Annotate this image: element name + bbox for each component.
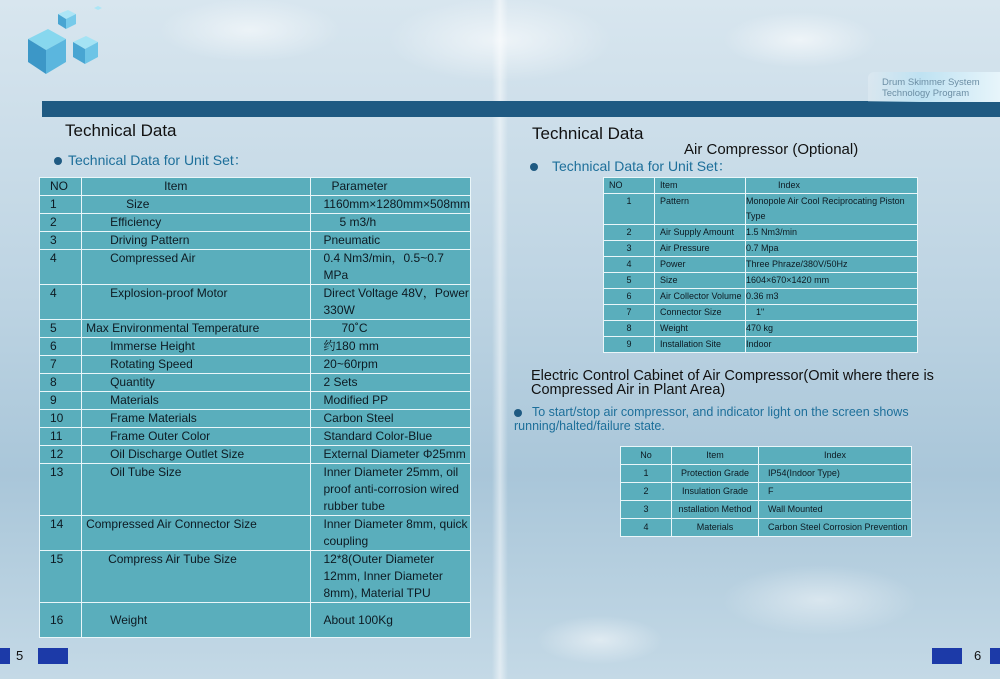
row-no-cell: 2: [621, 483, 672, 501]
row-parameter-cell: About 100Kg: [311, 603, 471, 638]
table-row: [40, 516, 471, 551]
row-item-cell: Materials: [672, 519, 759, 537]
table-row: [40, 603, 471, 638]
table-row: [621, 501, 912, 519]
table-row: [40, 338, 471, 356]
row-parameter-cell: Direct Voltage 48V，Power 330W: [311, 285, 471, 320]
row-item-cell: Efficiency: [82, 214, 311, 232]
row-item-cell: Connector Size: [655, 305, 746, 321]
table-row: [40, 464, 471, 516]
row-item-cell: Compress Air Tube Size: [82, 551, 311, 603]
row-parameter-cell: 2 Sets: [311, 374, 471, 392]
air-compressor-heading: Air Compressor (Optional): [684, 141, 859, 158]
row-item-cell: Weight: [82, 603, 311, 638]
row-item-cell: Pattern: [655, 194, 746, 225]
row-no-cell: 12: [40, 446, 82, 464]
row-parameter-cell: 5 m3/h: [311, 214, 471, 232]
cabinet-title: Electric Control Cabinet of Air Compressor(Omit where there is Compressed Air in Plant Area): [531, 368, 934, 398]
table-row: [604, 289, 918, 305]
page-bar: [932, 648, 962, 664]
row-index-cell: Monopole Air Cool Reciprocating Piston Type: [746, 194, 918, 225]
header-parameter: Parameter: [311, 178, 471, 196]
table-row: [40, 356, 471, 374]
table-row: [40, 446, 471, 464]
compressor-spec-table: [603, 177, 918, 353]
brand-tab: [868, 72, 1000, 102]
page-number-left: [0, 648, 68, 664]
header-bar: [42, 101, 1000, 117]
row-parameter-cell: Standard Color-Blue: [311, 428, 471, 446]
row-no-cell: 13: [40, 464, 82, 516]
row-item-cell: Weight: [655, 321, 746, 337]
row-item-cell: Max Environmental Temperature: [82, 320, 311, 338]
row-item-cell: Oil Tube Size: [82, 464, 311, 516]
row-no-cell: 8: [40, 374, 82, 392]
row-no-cell: 6: [604, 289, 655, 305]
table-row: [40, 250, 471, 285]
header-item: Item: [82, 178, 311, 196]
row-item-cell: Oil Discharge Outlet Size: [82, 446, 311, 464]
page-bar: [38, 648, 68, 664]
table-header-row: [40, 178, 471, 196]
table-row: [604, 194, 918, 225]
row-no-cell: 1: [621, 465, 672, 483]
row-index-cell: Wall Mounted: [759, 501, 912, 519]
crystal-cubes-logo: [18, 4, 108, 79]
row-index-cell: Three Phraze/380V/50Hz: [746, 257, 918, 273]
table-row: [604, 337, 918, 353]
page-number-right: [932, 648, 1000, 664]
row-no-cell: 6: [40, 338, 82, 356]
row-item-cell: Protection Grade: [672, 465, 759, 483]
row-no-cell: 2: [40, 214, 82, 232]
row-no-cell: 14: [40, 516, 82, 551]
row-no-cell: 4: [40, 285, 82, 320]
row-item-cell: Compressed Air: [82, 250, 311, 285]
row-parameter-cell: Carbon Steel: [311, 410, 471, 428]
row-item-cell: Compressed Air Connector Size: [82, 516, 311, 551]
row-index-cell: Carbon Steel Corrosion Prevention: [759, 519, 912, 537]
row-no-cell: 7: [40, 356, 82, 374]
table-row: [604, 321, 918, 337]
right-page-title: Technical Data: [532, 124, 644, 143]
table-row: [40, 214, 471, 232]
table-header-row: [621, 447, 912, 465]
row-parameter-cell: 12*8(Outer Diameter 12mm, Inner Diameter 8mm), Material TPU: [311, 551, 471, 603]
row-item-cell: Power: [655, 257, 746, 273]
row-no-cell: 10: [40, 410, 82, 428]
table-row: [604, 241, 918, 257]
row-index-cell: 1": [746, 305, 918, 321]
table-row: [621, 519, 912, 537]
cabinet-note: [514, 405, 954, 433]
row-item-cell: Size: [655, 273, 746, 289]
row-item-cell: Size: [82, 196, 311, 214]
left-page-subtitle: [54, 150, 248, 170]
row-no-cell: 9: [604, 337, 655, 353]
table-row: [621, 465, 912, 483]
row-no-cell: 4: [604, 257, 655, 273]
row-item-cell: Driving Pattern: [82, 232, 311, 250]
header-no: No: [621, 447, 672, 465]
page-bar-small: [990, 648, 1000, 664]
header-item: Item: [672, 447, 759, 465]
left-page-title: Technical Data: [65, 121, 177, 140]
row-no-cell: 15: [40, 551, 82, 603]
row-no-cell: 9: [40, 392, 82, 410]
row-item-cell: Frame Outer Color: [82, 428, 311, 446]
row-item-cell: Air Supply Amount: [655, 225, 746, 241]
row-index-cell: 0.36 m3: [746, 289, 918, 305]
row-item-cell: Immerse Height: [82, 338, 311, 356]
brand-line-1: Drum Skimmer System: [882, 77, 980, 88]
table-row: [604, 225, 918, 241]
table-row: [40, 285, 471, 320]
row-index-cell: 1604×670×1420 mm: [746, 273, 918, 289]
row-no-cell: 3: [604, 241, 655, 257]
table-row: [40, 551, 471, 603]
right-subtitle-text: Technical Data for Unit Set：: [552, 158, 732, 174]
row-index-cell: 470 kg: [746, 321, 918, 337]
left-subtitle-text: Technical Data for Unit Set：: [68, 152, 248, 168]
row-index-cell: F: [759, 483, 912, 501]
row-parameter-cell: 20~60rpm: [311, 356, 471, 374]
page-bar-small: [0, 648, 10, 664]
row-no-cell: 4: [40, 250, 82, 285]
cabinet-note-text: To start/stop air compressor, and indicator light on the screen shows running/halted/failure state.: [514, 405, 909, 433]
row-no-cell: 11: [40, 428, 82, 446]
row-parameter-cell: 70˚C: [311, 320, 471, 338]
row-no-cell: 5: [604, 273, 655, 289]
bullet-icon: [54, 157, 62, 165]
table-row: [40, 428, 471, 446]
row-no-cell: 16: [40, 603, 82, 638]
table-row: [621, 483, 912, 501]
row-index-cell: Indoor: [746, 337, 918, 353]
row-index-cell: IP54(Indoor Type): [759, 465, 912, 483]
bullet-icon: [530, 163, 538, 171]
row-no-cell: 5: [40, 320, 82, 338]
row-item-cell: Air Pressure: [655, 241, 746, 257]
row-no-cell: 7: [604, 305, 655, 321]
header-index: Index: [746, 178, 918, 194]
row-item-cell: Frame Materials: [82, 410, 311, 428]
row-parameter-cell: External Diameter Φ25mm: [311, 446, 471, 464]
row-no-cell: 4: [621, 519, 672, 537]
row-item-cell: Rotating Speed: [82, 356, 311, 374]
cabinet-spec-table: [620, 446, 912, 537]
header-no: NO: [40, 178, 82, 196]
row-no-cell: 1: [40, 196, 82, 214]
row-parameter-cell: Modified PP: [311, 392, 471, 410]
page-number-text: 5: [16, 648, 24, 663]
row-item-cell: Installation Site: [655, 337, 746, 353]
table-row: [40, 196, 471, 214]
unit-spec-table: [39, 177, 471, 638]
row-no-cell: 3: [40, 232, 82, 250]
header-no: NO: [604, 178, 655, 194]
row-parameter-cell: Inner Diameter 25mm, oil proof anti-corrosion wired rubber tube: [311, 464, 471, 516]
row-no-cell: 1: [604, 194, 655, 225]
row-parameter-cell: Inner Diameter 8mm, quick coupling: [311, 516, 471, 551]
row-item-cell: Materials: [82, 392, 311, 410]
table-row: [40, 232, 471, 250]
row-item-cell: nstallation Method: [672, 501, 759, 519]
row-parameter-cell: 1160mm×1280mm×508mm: [311, 196, 471, 214]
right-page-subtitle: [530, 156, 732, 176]
row-index-cell: 1.5 Nm3/min: [746, 225, 918, 241]
row-parameter-cell: 0.4 Nm3/min，0.5~0.7 MPa: [311, 250, 471, 285]
table-row: [604, 273, 918, 289]
row-item-cell: Quantity: [82, 374, 311, 392]
brand-line-2: Technology Program: [882, 88, 970, 99]
row-parameter-cell: 约180 mm: [311, 338, 471, 356]
row-no-cell: 8: [604, 321, 655, 337]
table-header-row: [604, 178, 918, 194]
table-row: [40, 410, 471, 428]
bullet-icon: [514, 409, 522, 417]
row-parameter-cell: Pneumatic: [311, 232, 471, 250]
table-row: [604, 305, 918, 321]
row-no-cell: 2: [604, 225, 655, 241]
page-number-text: 6: [974, 648, 982, 663]
row-item-cell: Air Collector Volume: [655, 289, 746, 305]
row-item-cell: Insulation Grade: [672, 483, 759, 501]
row-index-cell: 0.7 Mpa: [746, 241, 918, 257]
table-row: [40, 374, 471, 392]
table-row: [604, 257, 918, 273]
table-row: [40, 392, 471, 410]
table-row: [40, 320, 471, 338]
row-item-cell: Explosion-proof Motor: [82, 285, 311, 320]
row-no-cell: 3: [621, 501, 672, 519]
header-item: Item: [655, 178, 746, 194]
header-index: Index: [759, 447, 912, 465]
